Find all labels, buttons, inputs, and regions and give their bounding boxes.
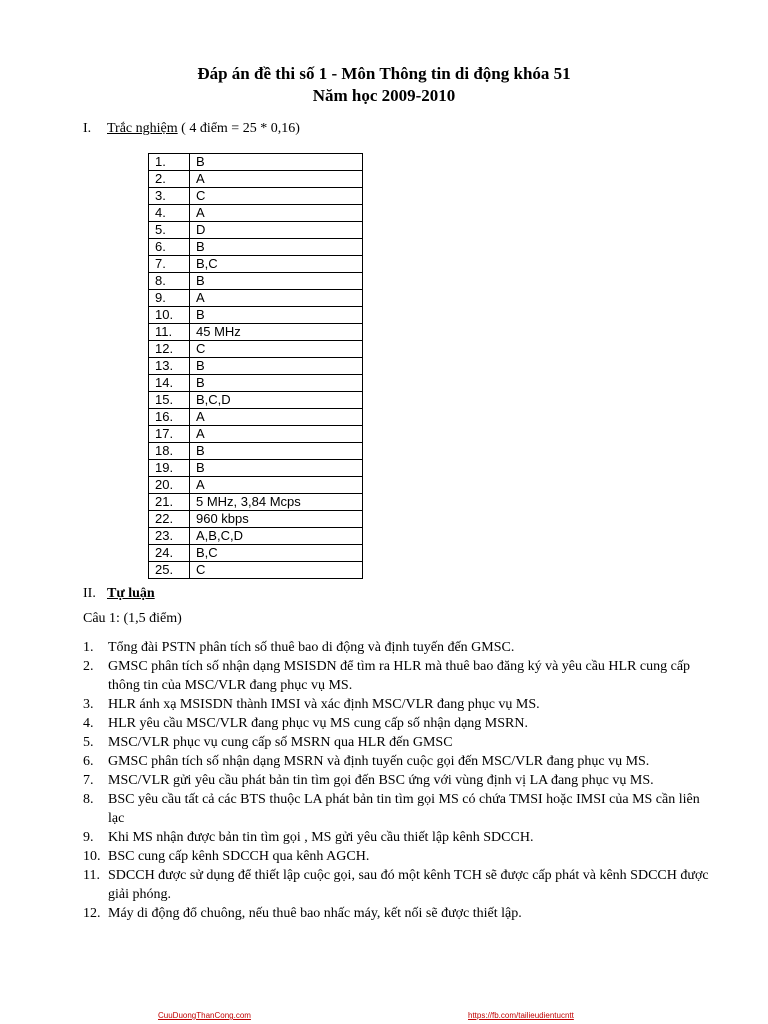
answer-value: B bbox=[190, 358, 363, 375]
answer-row bbox=[149, 375, 363, 392]
answer-number: 7. bbox=[149, 256, 190, 273]
section-2-label: Tự luận bbox=[107, 586, 155, 601]
step-number: 4. bbox=[83, 716, 94, 731]
answer-number: 20. bbox=[149, 477, 190, 494]
answer-row bbox=[149, 443, 363, 460]
answer-number: 8. bbox=[149, 273, 190, 290]
step-number: 10. bbox=[83, 849, 101, 864]
answer-row bbox=[149, 409, 363, 426]
answer-value: 960 kbps bbox=[190, 511, 363, 528]
step-number: 3. bbox=[83, 697, 94, 712]
answer-row bbox=[149, 426, 363, 443]
answer-number: 9. bbox=[149, 290, 190, 307]
question-1-heading: Câu 1: (1,5 điểm) bbox=[83, 611, 182, 626]
step-text: BSC cung cấp kênh SDCCH qua kênh AGCH. bbox=[108, 849, 370, 864]
answer-value: B bbox=[190, 443, 363, 460]
section-1-note: ( 4 điểm = 25 * 0,16) bbox=[177, 121, 300, 136]
answer-value: B,C,D bbox=[190, 392, 363, 409]
step-number: 6. bbox=[83, 754, 94, 769]
answer-value: D bbox=[190, 222, 363, 239]
answer-row bbox=[149, 239, 363, 256]
answer-value: A bbox=[190, 477, 363, 494]
step-text: HLR yêu cầu MSC/VLR đang phục vụ MS cung cấp số nhận dạng MSRN. bbox=[108, 716, 528, 731]
step-number: 7. bbox=[83, 773, 94, 788]
section-1-number: I. bbox=[83, 121, 92, 136]
answer-value: B bbox=[190, 460, 363, 477]
step-text: BSC yêu cầu tất cả các BTS thuộc LA phát bản tin tìm gọi MS có chứa TMSI hoặc IMSI của MS cần liên lạc bbox=[108, 792, 700, 826]
step-number: 2. bbox=[83, 659, 94, 674]
answer-steps-list bbox=[83, 638, 713, 923]
answer-value: C bbox=[190, 562, 363, 579]
answer-value: 45 MHz bbox=[190, 324, 363, 341]
step-item bbox=[83, 752, 713, 771]
footer-right-link[interactable]: https://fb.com/tailieudientucntt bbox=[468, 1011, 574, 1020]
step-text: HLR ánh xạ MSISDN thành IMSI và xác định MSC/VLR đang phục vụ MS. bbox=[108, 697, 540, 712]
answer-table bbox=[148, 153, 363, 579]
step-text: SDCCH được sử dụng để thiết lập cuộc gọi, sau đó một kênh TCH sẽ được cấp phát và kênh SDCCH được giải phóng. bbox=[108, 868, 709, 902]
step-item bbox=[83, 638, 713, 657]
answer-value: C bbox=[190, 341, 363, 358]
answer-value: B bbox=[190, 273, 363, 290]
answer-number: 22. bbox=[149, 511, 190, 528]
step-text: Máy di động đổ chuông, nếu thuê bao nhấc máy, kết nối sẽ được thiết lập. bbox=[108, 906, 522, 921]
answer-number: 17. bbox=[149, 426, 190, 443]
step-text: GMSC phân tích số nhận dạng MSRN và định tuyến cuộc gọi đến MSC/VLR đang phục vụ MS. bbox=[108, 754, 650, 769]
answer-value: 5 MHz, 3,84 Mcps bbox=[190, 494, 363, 511]
document-subtitle: Năm học 2009-2010 bbox=[312, 86, 456, 105]
step-text: GMSC phân tích số nhận dạng MSISDN để tìm ra HLR mà thuê bao đăng ký và yêu cầu HLR cung cấp thông tin của MSC/VLR đang phục vụ MS. bbox=[108, 659, 691, 693]
step-number: 5. bbox=[83, 735, 94, 750]
step-number: 12. bbox=[83, 906, 101, 921]
step-item bbox=[83, 657, 713, 695]
answer-row bbox=[149, 358, 363, 375]
answer-row bbox=[149, 341, 363, 358]
answer-value: B,C bbox=[190, 545, 363, 562]
answer-number: 1. bbox=[149, 154, 190, 171]
answer-row bbox=[149, 222, 363, 239]
step-item bbox=[83, 866, 713, 904]
step-number: 1. bbox=[83, 640, 94, 655]
section-2-heading bbox=[83, 586, 155, 602]
answer-value: B bbox=[190, 307, 363, 324]
answer-row bbox=[149, 188, 363, 205]
answer-value: A,B,C,D bbox=[190, 528, 363, 545]
answer-value: A bbox=[190, 290, 363, 307]
step-number: 9. bbox=[83, 830, 94, 845]
step-item bbox=[83, 828, 713, 847]
answer-row bbox=[149, 545, 363, 562]
answer-number: 15. bbox=[149, 392, 190, 409]
step-text: MSC/VLR gửi yêu cầu phát bản tin tìm gọi đến BSC ứng với vùng định vị LA đang phục vụ MS. bbox=[108, 773, 654, 788]
step-number: 8. bbox=[83, 792, 94, 807]
answer-row bbox=[149, 307, 363, 324]
answer-value: A bbox=[190, 171, 363, 188]
answer-number: 10. bbox=[149, 307, 190, 324]
answer-row bbox=[149, 392, 363, 409]
answer-number: 25. bbox=[149, 562, 190, 579]
answer-number: 23. bbox=[149, 528, 190, 545]
answer-number: 2. bbox=[149, 171, 190, 188]
answer-row bbox=[149, 511, 363, 528]
step-text: Khi MS nhận được bản tin tìm gọi , MS gửi yêu cầu thiết lập kênh SDCCH. bbox=[108, 830, 534, 845]
answer-number: 16. bbox=[149, 409, 190, 426]
answer-number: 21. bbox=[149, 494, 190, 511]
footer-left-link[interactable]: CuuDuongThanCong.com bbox=[158, 1011, 251, 1020]
step-item bbox=[83, 733, 713, 752]
answer-number: 5. bbox=[149, 222, 190, 239]
answer-number: 4. bbox=[149, 205, 190, 222]
answer-number: 11. bbox=[149, 324, 190, 341]
section-1-heading bbox=[83, 121, 300, 137]
answer-value: B bbox=[190, 154, 363, 171]
answer-number: 24. bbox=[149, 545, 190, 562]
answer-value: B bbox=[190, 375, 363, 392]
answer-number: 12. bbox=[149, 341, 190, 358]
answer-row bbox=[149, 324, 363, 341]
answer-row bbox=[149, 562, 363, 579]
step-text: MSC/VLR phục vụ cung cấp số MSRN qua HLR đến GMSC bbox=[108, 735, 453, 750]
answer-row bbox=[149, 460, 363, 477]
answer-value: C bbox=[190, 188, 363, 205]
document-title: Đáp án đề thi số 1 - Môn Thông tin di động khóa 51 bbox=[197, 64, 571, 83]
section-2-number: II. bbox=[83, 586, 96, 601]
answer-row bbox=[149, 477, 363, 494]
step-number: 11. bbox=[83, 868, 100, 883]
step-item bbox=[83, 714, 713, 733]
step-item bbox=[83, 904, 713, 923]
answer-row bbox=[149, 494, 363, 511]
answer-value: B,C bbox=[190, 256, 363, 273]
answer-row bbox=[149, 205, 363, 222]
step-item bbox=[83, 695, 713, 714]
answer-row bbox=[149, 290, 363, 307]
answer-number: 14. bbox=[149, 375, 190, 392]
answer-value: A bbox=[190, 409, 363, 426]
answer-value: A bbox=[190, 205, 363, 222]
answer-number: 3. bbox=[149, 188, 190, 205]
answer-number: 13. bbox=[149, 358, 190, 375]
answer-number: 6. bbox=[149, 239, 190, 256]
step-item bbox=[83, 771, 713, 790]
answer-number: 18. bbox=[149, 443, 190, 460]
section-1-label: Trắc nghiệm bbox=[107, 121, 178, 136]
step-text: Tổng đài PSTN phân tích số thuê bao di động và định tuyến đến GMSC. bbox=[108, 640, 515, 655]
answer-row bbox=[149, 273, 363, 290]
step-item bbox=[83, 790, 713, 828]
answer-value: A bbox=[190, 426, 363, 443]
answer-row bbox=[149, 171, 363, 188]
answer-row bbox=[149, 528, 363, 545]
step-item bbox=[83, 847, 713, 866]
answer-table-body bbox=[149, 154, 363, 579]
answer-number: 19. bbox=[149, 460, 190, 477]
answer-value: B bbox=[190, 239, 363, 256]
answer-row bbox=[149, 256, 363, 273]
answer-row bbox=[149, 154, 363, 171]
